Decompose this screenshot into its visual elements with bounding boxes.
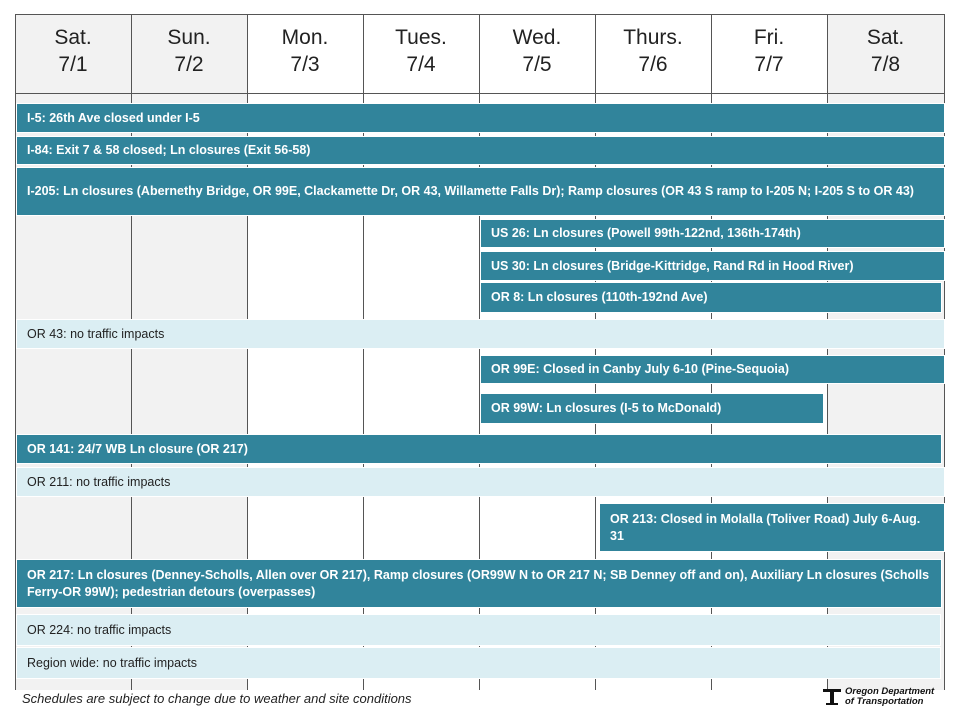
event-bar-or224: OR 224: no traffic impacts <box>16 614 941 646</box>
event-bar-us30: US 30: Ln closures (Bridge-Kittridge, Rand Rd in Hood River) <box>480 251 945 281</box>
event-bar-or43: OR 43: no traffic impacts <box>16 319 945 349</box>
event-bar-or141: OR 141: 24/7 WB Ln closure (OR 217) <box>16 434 942 464</box>
odot-logo-icon <box>822 688 842 706</box>
event-bar-i205: I-205: Ln closures (Abernethy Bridge, OR 99E, Clackamette Dr, OR 43, Willamette Falls Dr); Ramp closures (OR 43 S ramp to I-205 N; I-205 S to OR 43) <box>16 167 945 216</box>
day-header <box>479 14 595 93</box>
day-name: Sun. <box>167 26 211 49</box>
day-date: 7/4 <box>406 53 436 76</box>
day-header <box>15 14 131 93</box>
day-name: Tues. <box>395 26 447 49</box>
event-bar-or8: OR 8: Ln closures (110th-192nd Ave) <box>480 282 942 313</box>
day-date: 7/5 <box>522 53 552 76</box>
event-bar-region: Region wide: no traffic impacts <box>16 647 941 679</box>
grid-line <box>15 93 945 94</box>
day-header <box>363 14 479 93</box>
logo-line1: Oregon Department <box>845 686 935 697</box>
day-name: Sat. <box>866 26 905 49</box>
event-bar-or99w: OR 99W: Ln closures (I-5 to McDonald) <box>480 393 824 424</box>
day-date: 7/8 <box>870 53 901 76</box>
event-bar-us26: US 26: Ln closures (Powell 99th-122nd, 136th-174th) <box>480 219 945 248</box>
logo-text <box>845 687 934 707</box>
day-date: 7/2 <box>174 53 204 76</box>
day-name: Thurs. <box>623 26 683 49</box>
event-bar-or99e: OR 99E: Closed in Canby July 6-10 (Pine-Sequoia) <box>480 355 945 384</box>
day-name: Mon. <box>281 26 329 49</box>
day-name: Fri. <box>753 26 785 49</box>
event-bar-i84: I-84: Exit 7 & 58 closed; Ln closures (Exit 56-58) <box>16 136 945 165</box>
day-header <box>247 14 363 93</box>
day-date: 7/1 <box>58 53 88 76</box>
event-bar-or213: OR 213: Closed in Molalla (Toliver Road) July 6-Aug. 31 <box>599 503 945 552</box>
day-date: 7/3 <box>290 53 320 76</box>
day-header <box>827 14 944 93</box>
logo-line2: of Transportation <box>845 696 924 707</box>
event-bar-or217: OR 217: Ln closures (Denney-Scholls, Allen over OR 217), Ramp closures (OR99W N to OR 217 N; SB Denney off and on), Auxiliary Ln closures (Scholls Ferry-OR 99W); pedestrian detours (overpasses) <box>16 559 942 608</box>
day-name: Sat. <box>54 26 92 49</box>
day-date: 7/7 <box>754 53 784 76</box>
day-header <box>595 14 711 93</box>
day-date: 7/6 <box>638 53 668 76</box>
footer-note: Schedules are subject to change due to weather and site conditions <box>22 691 412 706</box>
odot-logo <box>822 687 934 707</box>
event-bar-i5: I-5: 26th Ave closed under I-5 <box>16 103 945 133</box>
day-header <box>711 14 827 93</box>
event-bar-or211: OR 211: no traffic impacts <box>16 467 945 497</box>
day-name: Wed. <box>512 26 562 49</box>
day-header <box>131 14 247 93</box>
